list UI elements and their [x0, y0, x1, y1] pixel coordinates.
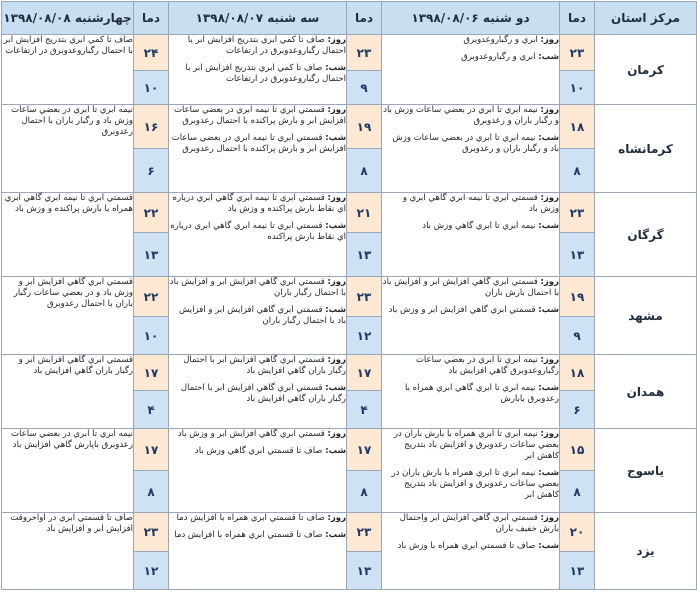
- max-temp: ۱۹: [347, 105, 382, 149]
- province-row-max: [2, 513, 697, 552]
- forecast-text-value: صاف تا کمي ابري بتدريج افزايش ابر با احتمال رگباروعدوبرق در ارتفاعات: [3, 35, 133, 56]
- max-temp: ۲۱: [347, 193, 382, 233]
- forecast-text: [2, 429, 134, 513]
- forecast-text: [169, 277, 347, 355]
- night-forecast: [169, 221, 346, 243]
- header-day2: سه شنبه ۱۳۹۸/۰۸/۰۷: [169, 2, 347, 35]
- day-label: روز:: [540, 355, 559, 365]
- forecast-text: [382, 355, 560, 429]
- day-label: روز:: [327, 105, 346, 115]
- night-text: نيمه ابري تا ابري گاهي وزش باد: [422, 221, 536, 231]
- min-temp: ۹: [560, 317, 595, 355]
- max-temp: ۱۷: [347, 429, 382, 471]
- max-temp: ۲۳: [134, 513, 169, 552]
- day-text: قسمتي ابري گاهي افزايش ابر و افزايش باد با احتمال رگبار باران: [169, 277, 346, 298]
- night-forecast: [169, 63, 346, 85]
- max-temp: ۲۳: [347, 513, 382, 552]
- forecast-text: [382, 513, 560, 590]
- max-temp: ۱۶: [134, 105, 169, 149]
- max-temp: ۲۴: [134, 35, 169, 71]
- night-forecast: [382, 383, 559, 405]
- night-label: شب:: [538, 221, 559, 231]
- day-label: روز:: [540, 35, 559, 45]
- forecast-text: [382, 193, 560, 277]
- night-label: شب:: [325, 530, 346, 540]
- day-forecast: [169, 355, 346, 377]
- province-row-max: [2, 193, 697, 233]
- max-temp: ۲۳: [347, 35, 382, 71]
- province-name: مشهد: [595, 277, 697, 355]
- day-forecast: [169, 429, 346, 440]
- night-text: صاف تا قسمتي ابري همراه با افزايش دما: [174, 530, 323, 540]
- day-label: روز:: [540, 193, 559, 203]
- max-temp: ۲۰: [560, 513, 595, 552]
- day-forecast: [169, 105, 346, 127]
- max-temp: ۲۳: [347, 277, 382, 317]
- header-day1: دو شنبه ۱۳۹۸/۰۸/۰۶: [382, 2, 560, 35]
- max-temp: ۲۳: [560, 193, 595, 233]
- day-text: ابري و رگباروعدوبرق: [463, 35, 538, 45]
- min-temp: ۱۲: [134, 552, 169, 590]
- min-temp: ۸: [347, 471, 382, 513]
- max-temp: ۲۳: [560, 35, 595, 71]
- province-name: گرگان: [595, 193, 697, 277]
- forecast-text: [169, 105, 347, 193]
- day-text: قسمتي ابري گاهي افزايش ابر و وزش باد: [177, 429, 325, 439]
- forecast-text: [2, 513, 134, 590]
- day-label: روز:: [327, 513, 346, 523]
- forecast-text-value: نيمه ابري تا ابري در بعضي ساعات رعدوبرق باپارش گاهي افزايش باد: [11, 429, 133, 450]
- day-text: قسمتي ابري گاهي افزايش ابر با احتمال رگبار باران گاهي افزايش باد: [183, 355, 346, 376]
- max-temp: ۱۷: [347, 355, 382, 391]
- min-temp: ۱۳: [134, 233, 169, 277]
- night-label: شب:: [538, 541, 559, 551]
- night-label: شب:: [538, 468, 559, 478]
- forecast-text-value: قسمتي ابري تا نيمه ابري گاهي ابري همراه با بارش پراکنده و وزش باد: [4, 193, 133, 214]
- night-text: صاف تا کمي ابري بتدريج افزايش ابر با احتمال رگباروعدوبرق در ارتفاعات: [185, 63, 346, 84]
- day-label: روز:: [327, 355, 346, 365]
- day-text: قسمتي ابري تا نيمه ابري گاهي ابري و وزش باد: [402, 193, 559, 214]
- night-forecast: [169, 446, 346, 457]
- min-temp: ۱۳: [560, 233, 595, 277]
- max-temp: ۱۸: [560, 105, 595, 149]
- max-temp: ۲۲: [134, 193, 169, 233]
- header-day3: چهارشنبه ۱۳۹۸/۰۸/۰۸: [2, 2, 134, 35]
- night-text: قسمتي ابري تا نيمه ابري گاهي ابري درياره اي نقاط بارش پراکنده: [170, 221, 346, 242]
- forecast-text: [382, 105, 560, 193]
- night-forecast: [382, 468, 559, 501]
- forecast-text-value: صاف تا قسمتي ابري در اواخروقت افزايش ابر و افزايش باد: [10, 513, 133, 534]
- max-temp: ۱۵: [560, 429, 595, 471]
- day-forecast: [169, 35, 346, 57]
- day-text: قسمتي ابري گاهي افزايش ابر و افزايش باد با احتمال بارش باران: [382, 277, 559, 298]
- forecast-text: [2, 277, 134, 355]
- night-label: شب:: [325, 221, 346, 231]
- night-text: قسمتي ابري گاهي افزايش ابر و افزايش باد با احتمال رگبار باران: [178, 305, 346, 326]
- night-text: قسمتي ابري تا نيمه ابري در بعضي ساعات افزايش ابر و بارش پراکنده با احتمال رعدوبرق: [171, 133, 346, 154]
- province-name: کرمانشاه: [595, 105, 697, 193]
- night-text: ابري و رگباروعدوبرق: [461, 52, 536, 62]
- forecast-text: [169, 513, 347, 590]
- day-forecast: [382, 35, 559, 46]
- province-name: همدان: [595, 355, 697, 429]
- min-temp: ۴: [134, 391, 169, 429]
- night-label: شب:: [538, 52, 559, 62]
- day-text: نيمه ابري تا ابري در بعضي ساعات وزش باد و رگبار باران و رعدوبرق: [383, 105, 559, 126]
- day-forecast: [382, 105, 559, 127]
- header-temp-day3: دما: [134, 2, 169, 35]
- night-label: شب:: [538, 383, 559, 393]
- day-text: قسمتي ابري گاهي افزايش ابر واحتمال بارش خفيف باران: [399, 513, 559, 534]
- min-temp: ۱۲: [347, 317, 382, 355]
- night-forecast: [382, 541, 559, 552]
- day-label: روز:: [540, 513, 559, 523]
- min-temp: ۸: [560, 471, 595, 513]
- min-temp: ۶: [560, 391, 595, 429]
- min-temp: ۱۰: [134, 71, 169, 105]
- night-forecast: [169, 530, 346, 541]
- day-forecast: [169, 277, 346, 299]
- day-forecast: [169, 513, 346, 524]
- max-temp: ۲۲: [134, 277, 169, 317]
- day-label: روز:: [540, 277, 559, 287]
- forecast-text: [169, 35, 347, 105]
- min-temp: ۱۳: [560, 552, 595, 590]
- province-row-max: [2, 35, 697, 71]
- day-label: روز:: [327, 277, 346, 287]
- min-temp: ۸: [134, 471, 169, 513]
- forecast-text: [2, 355, 134, 429]
- day-forecast: [382, 429, 559, 462]
- forecast-text-value: قسمتي ابري گاهي افزايش ابر و رگبار باران گاهي افزايش باد: [18, 355, 133, 376]
- forecast-text: [169, 355, 347, 429]
- max-temp: ۱۹: [560, 277, 595, 317]
- night-label: شب:: [325, 63, 346, 73]
- night-forecast: [382, 305, 559, 316]
- night-text: قسمتي ابري گاهي افزايش ابر و وزش باد: [388, 305, 536, 315]
- day-label: روز:: [327, 429, 346, 439]
- min-temp: ۹: [347, 71, 382, 105]
- header-temp-day1: دما: [560, 2, 595, 35]
- night-forecast: [382, 133, 559, 155]
- forecast-text: [169, 429, 347, 513]
- max-temp: ۱۷: [134, 429, 169, 471]
- min-temp: ۸: [560, 149, 595, 193]
- min-temp: ۱۰: [560, 71, 595, 105]
- forecast-text: [382, 277, 560, 355]
- min-temp: ۶: [134, 149, 169, 193]
- day-text: نيمه ابري تا ابري در بعضي ساعات رگباروعدوبرق گاهي افزايش باد: [415, 355, 559, 376]
- min-temp: ۱۳: [347, 552, 382, 590]
- night-text: صاف تا قسمتي ابري همراه با وزش باد: [397, 541, 536, 551]
- night-text: نيمه ابري تا ابري گاهي ابري همراه با رعدوبرق بابارش: [404, 383, 559, 404]
- header-row: [2, 2, 697, 35]
- province-name: يزد: [595, 513, 697, 590]
- day-text: قسمتي ابري تا نيمه ابري گاهي ابري درياره اي نقاط بارش پراکنده و وزش باد: [172, 193, 346, 214]
- min-temp: ۸: [347, 149, 382, 193]
- max-temp: ۱۸: [560, 355, 595, 391]
- night-label: شب:: [538, 133, 559, 143]
- province-row-max: [2, 105, 697, 149]
- forecast-text-value: نيمه ابري تا ابري در بعضي ساعات وزش باد و رگبار باران با احتمال رعدوبرق: [11, 105, 133, 137]
- day-forecast: [382, 513, 559, 535]
- max-temp: ۱۷: [134, 355, 169, 391]
- day-forecast: [382, 193, 559, 215]
- province-row-max: [2, 355, 697, 391]
- day-label: روز:: [540, 429, 559, 439]
- night-label: شب:: [325, 383, 346, 393]
- day-text: صاف تا کمي ابري بتدريج افزايش ابر با احتمال رگباروعدوبرق در ارتفاعات: [187, 35, 346, 56]
- day-label: روز:: [327, 193, 346, 203]
- forecast-text: [382, 35, 560, 105]
- min-temp: ۱۳: [347, 233, 382, 277]
- night-text: نيمه ابري تا ابري در بعضي ساعات وزش باد و رگبار باران و رعدوبرق: [392, 133, 559, 154]
- min-temp: ۱۰: [134, 317, 169, 355]
- night-forecast: [382, 221, 559, 232]
- night-label: شب:: [538, 305, 559, 315]
- day-forecast: [382, 277, 559, 299]
- forecast-text: [2, 105, 134, 193]
- min-temp: ۴: [347, 391, 382, 429]
- day-label: روز:: [540, 105, 559, 115]
- province-name: کرمان: [595, 35, 697, 105]
- forecast-text: [382, 429, 560, 513]
- forecast-text: [2, 35, 134, 105]
- night-forecast: [169, 305, 346, 327]
- night-label: شب:: [325, 305, 346, 315]
- night-text: صاف تا قسمتي ابري گاهي وزش باد: [194, 446, 323, 456]
- night-forecast: [169, 383, 346, 405]
- province-name: ياسوج: [595, 429, 697, 513]
- day-text: صاف تا قسمتي ابري همراه با افزايش دما: [176, 513, 325, 523]
- night-label: شب:: [325, 133, 346, 143]
- header-province: مرکز استان: [595, 2, 697, 35]
- forecast-text-value: قسمتي ابري گاهي افزايش ابر و وزش باد و در بعضي ساعات رگبار باران با احتمال رعدوبرق: [13, 277, 133, 309]
- day-forecast: [169, 193, 346, 215]
- night-text: قسمتي ابري گاهي افزايش ابر با احتمال رگبار باران گاهي افزايش باد: [180, 383, 346, 404]
- forecast-text: [2, 193, 134, 277]
- night-forecast: [169, 133, 346, 155]
- night-text: نيمه ابري تا ابري همراه با بارش باران در بعضي ساعات رعدوبرق و افزايش باد بتدريج کاهش ابر: [391, 468, 559, 500]
- night-forecast: [382, 52, 559, 63]
- forecast-table: [1, 1, 697, 590]
- header-temp-day2: دما: [347, 2, 382, 35]
- day-text: نيمه ابري تا ابري همراه با بارش باران در بعضي ساعات رعدوبرق و افزايش باد بتدريج کاهش ابر: [393, 429, 559, 461]
- night-label: شب:: [325, 446, 346, 456]
- day-label: روز:: [327, 35, 346, 45]
- province-row-max: [2, 429, 697, 471]
- day-text: قسمتي ابري تا نيمه ابري در بعضي ساعات افزايش ابر و بارش پراکنده با احتمال رعدوبرق: [174, 105, 346, 126]
- province-row-max: [2, 277, 697, 317]
- forecast-text: [169, 193, 347, 277]
- day-forecast: [382, 355, 559, 377]
